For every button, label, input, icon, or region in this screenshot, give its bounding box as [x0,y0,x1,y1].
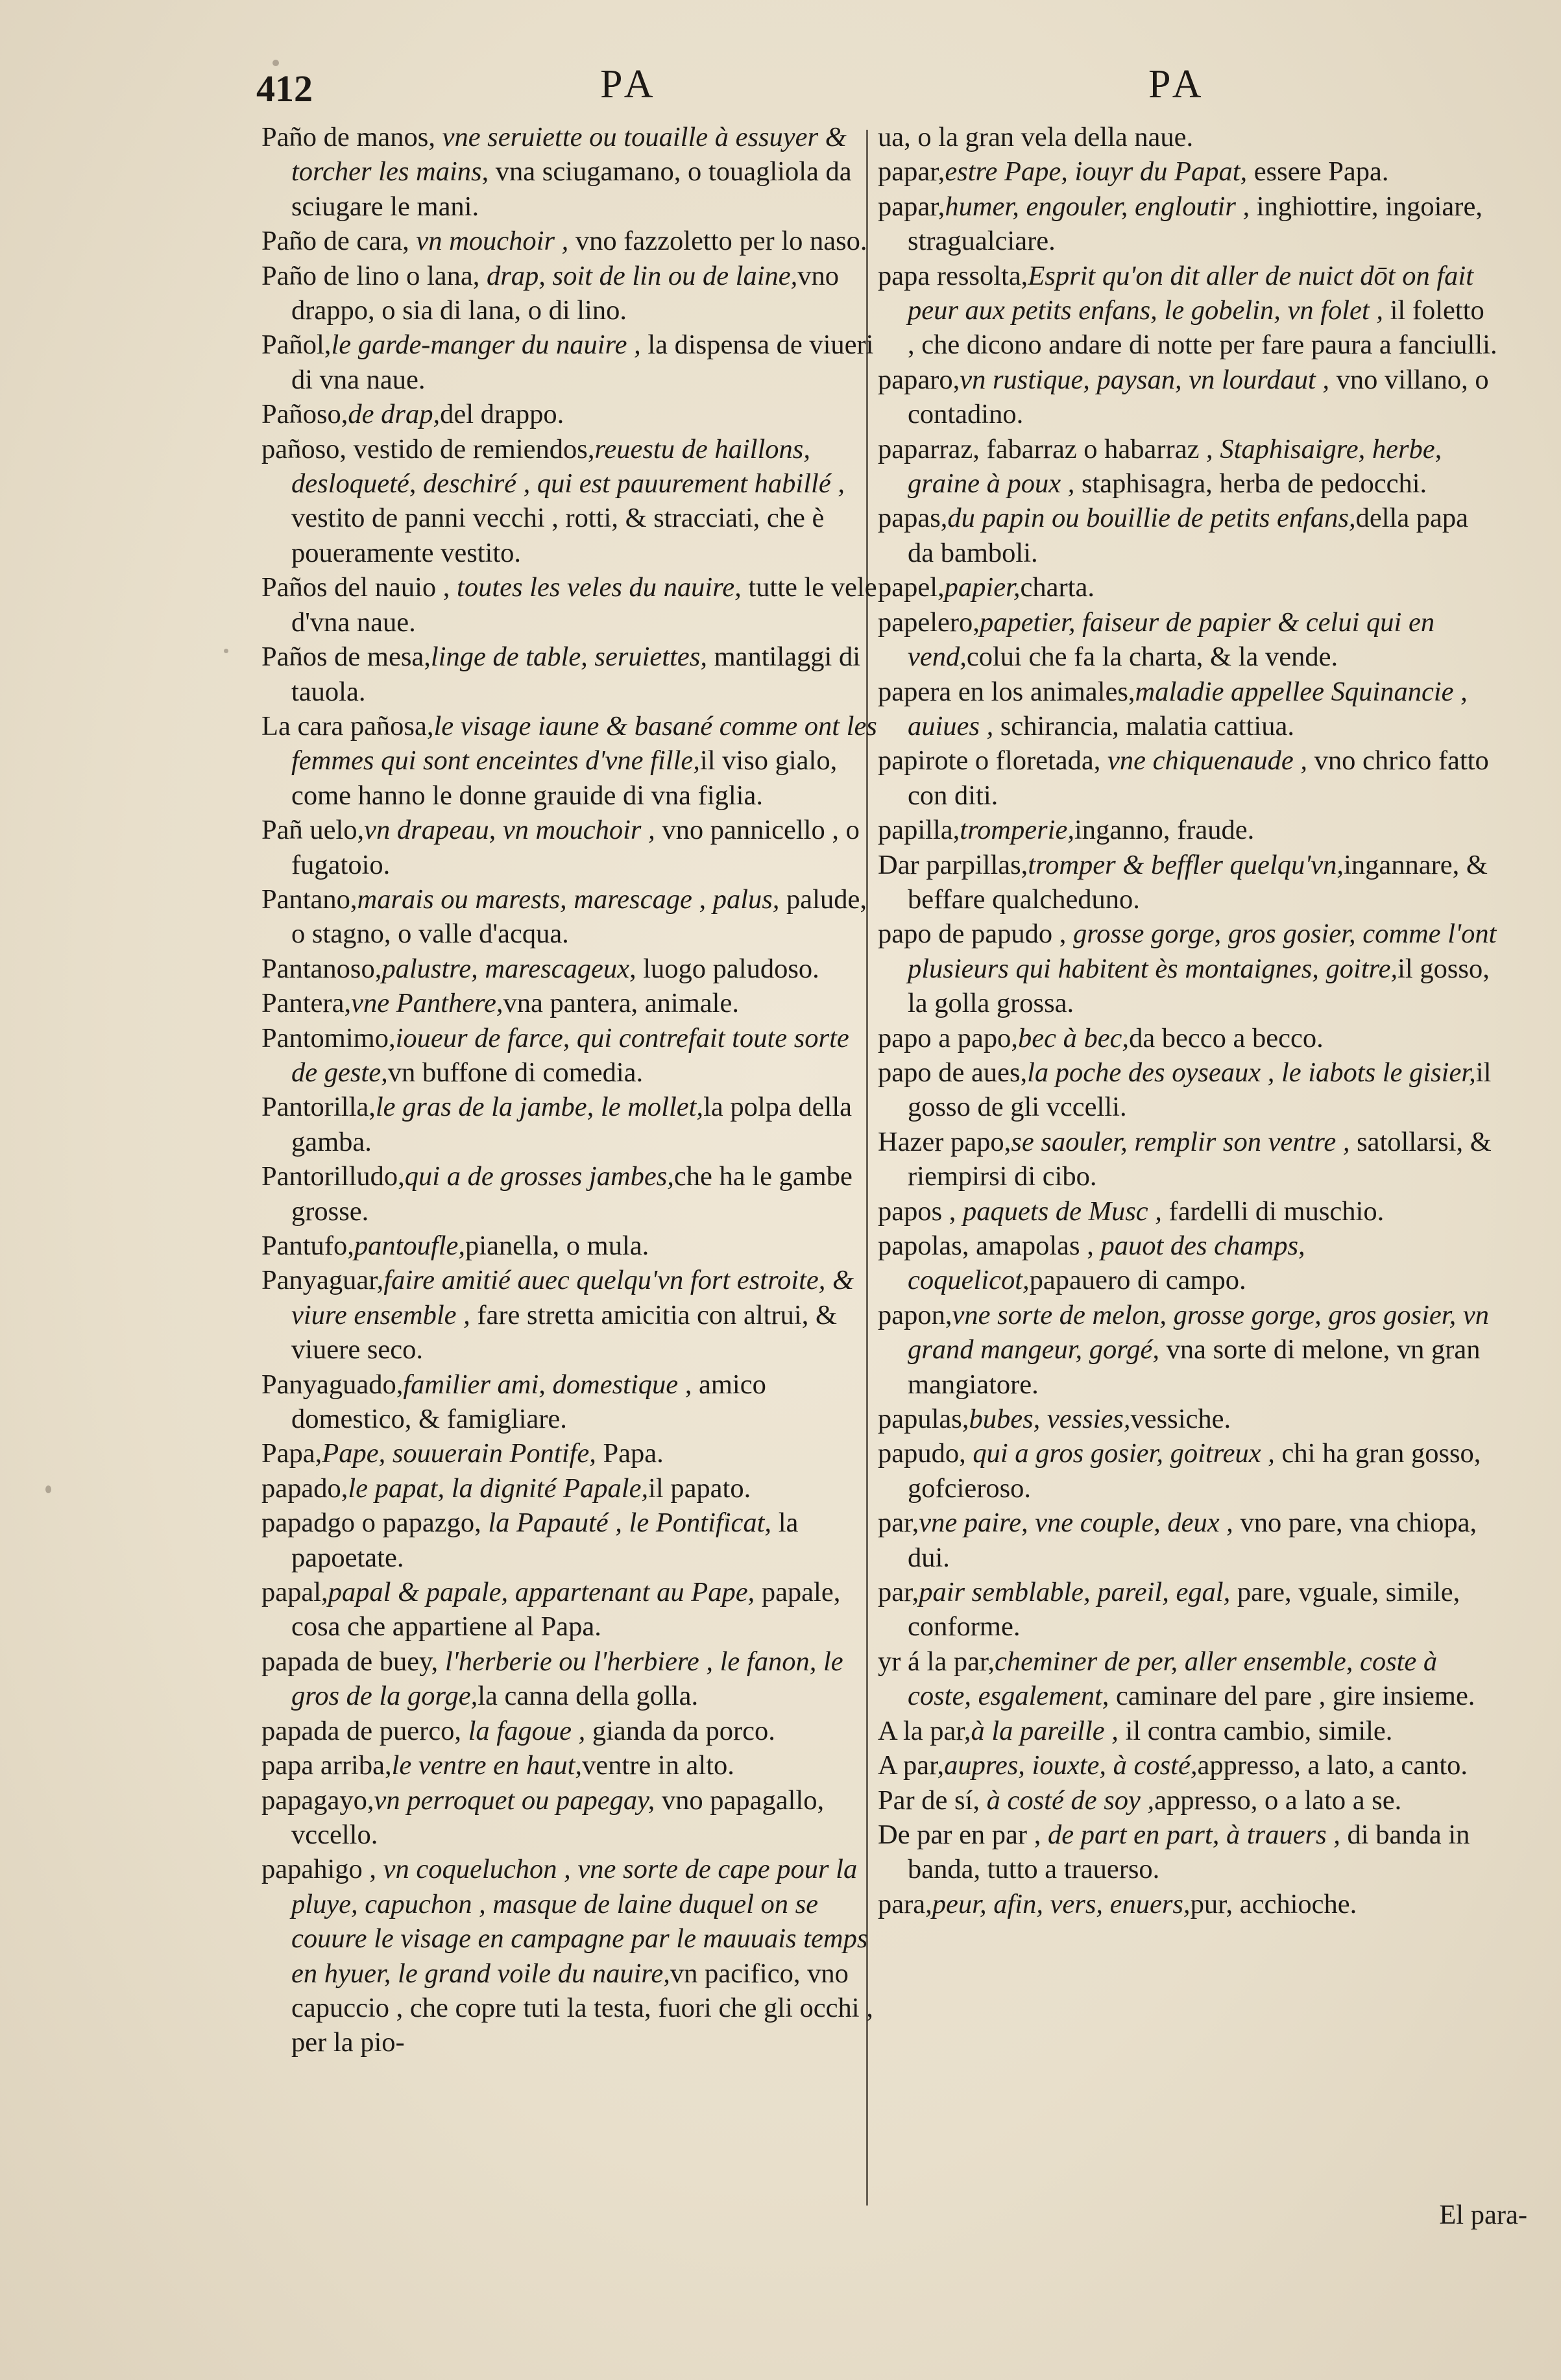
headword: Pantorilludo, [261,1161,405,1192]
italian-gloss: che ha le gambe grosse. [291,1161,853,1227]
headword: papelero, [878,607,980,638]
french-gloss: se saouler, remplir son ventre , [1011,1126,1350,1157]
italian-gloss: colui che fa la charta, & la vende. [966,642,1338,673]
headword: papahigo , [261,1854,377,1885]
italian-gloss: vno villano, o contadino. [908,364,1489,430]
italian-gloss: caminare del pare , gire insieme. [1109,1681,1475,1712]
headword: papadgo o papazgo, [261,1508,481,1539]
dictionary-entry [261,120,878,224]
italian-gloss: staphisagra, herba de pedocchi. [1074,468,1427,499]
french-gloss: Esprit qu'on dit aller de nuict dōt on fait peur aux petits enfans, le gobelin, vn folet , [908,260,1474,326]
french-gloss: du papin ou bouillie de petits enfans, [947,503,1356,534]
dictionary-entry [878,743,1497,813]
french-gloss: de drap, [348,399,441,430]
headword: La cara pañosa, [261,710,434,741]
headword: papel, [878,572,945,603]
ink-spot [224,649,228,653]
italian-gloss: luogo paludoso. [636,953,819,984]
french-gloss: vn rustique, paysan, vn lourdaut , [960,364,1330,395]
headword: Papa, [261,1438,322,1469]
french-gloss: reuestu de haillons, desloqueté, deschiré , qui est pauurement habillé , [291,433,845,499]
italian-gloss: il papato. [648,1472,751,1504]
headword: papulas, [878,1404,969,1435]
italian-gloss: fardelli di muschio. [1161,1196,1385,1227]
french-gloss: bec à bec, [1017,1022,1130,1053]
italian-gloss: vn pacifico, vno capuccio , che copre tuti la testa, fuori che gli occhi , per la pio- [291,1958,873,2058]
headword: Paño de manos, [261,122,435,152]
italian-gloss: da becco a becco. [1129,1022,1324,1053]
italian-gloss: vno pannicello , o fugatoio. [291,815,860,880]
french-gloss: vn coqueluchon , vne sorte de cape pour la pluye, capuchon , masque de laine duquel on se couure le visage en campagne par le mauuais temps en hyuer, le grand voile du nauire, [291,1854,868,1989]
dictionary-entry [878,1402,1497,1436]
headword: Pantanoso, [261,953,382,984]
french-gloss: vn perroquet ou papegay, [374,1785,655,1816]
headword: Hazer papo, [878,1126,1011,1157]
dictionary-entry [878,154,1497,189]
italian-gloss: satollarsi, & riempirsi di cibo. [908,1126,1492,1192]
italian-gloss: vessiche. [1130,1404,1231,1435]
french-gloss: la poche des oyseaux , le iabots le gisier, [1027,1057,1476,1088]
dictionary-entry [878,1021,1497,1055]
french-gloss: vn drapeau, vn mouchoir , [364,815,655,846]
headword: papada de puerco, [261,1715,461,1746]
italian-gloss: pur, acchioche. [1190,1888,1357,1919]
french-gloss: pantoufle, [354,1231,466,1261]
french-gloss: vne Panthere, [351,988,503,1019]
headword: papas, [878,503,948,534]
running-head-left: PA [600,62,659,106]
italian-gloss: il gosso de gli vccelli. [908,1057,1492,1123]
dictionary-entry [878,917,1497,1020]
dictionary-entry [878,501,1497,570]
french-gloss: vne sorte de melon, grosse gorge, gros gosier, vn grand mangeur, gorgé, [908,1299,1489,1365]
french-gloss: à la pareille , [971,1715,1119,1746]
italian-gloss: la papoetate. [291,1508,799,1573]
dictionary-entry [261,224,878,258]
french-gloss: le ventre en haut, [391,1750,583,1781]
italian-gloss: ingannare, & beffare qualcheduno. [908,849,1488,915]
french-gloss: papal & papale, appartenant au Pape, [328,1577,755,1608]
dictionary-entry [878,1887,1497,1921]
french-gloss: toutes les veles du nauire, [450,572,742,603]
french-gloss: humer, engouler, engloutir , [945,191,1250,222]
headword: Par de sí, [878,1785,980,1816]
dictionary-entry [878,1714,1497,1748]
french-gloss: tromper & beffler quelqu'vn, [1028,849,1344,880]
italian-gloss: fare stretta amicitia con altrui, & viuere seco. [291,1299,838,1365]
dictionary-entry [261,1644,878,1714]
running-head-right: PA [1148,62,1207,106]
italian-gloss: la canna della golla. [478,1681,699,1712]
right-column [878,120,1497,1921]
dictionary-entry [261,813,878,882]
headword: par, [878,1508,919,1539]
dictionary-entry [261,1159,878,1229]
french-gloss: la fagoue , [461,1715,586,1746]
dictionary-entry [261,1021,878,1090]
dictionary-entry [878,1644,1497,1714]
headword: papa arriba, [261,1750,392,1781]
headword: papo de papudo , [878,919,1067,950]
headword: papilla, [878,815,960,846]
italian-gloss: ventre in alto. [582,1750,734,1781]
italian-gloss: inghiottire, ingoiare, stragualciare. [908,191,1482,257]
dictionary-entry [878,1575,1497,1644]
headword: papo de aues, [878,1057,1028,1088]
french-gloss: pair semblable, pareil, egal, [919,1577,1231,1608]
italian-gloss: inganno, fraude. [1074,815,1255,846]
headword: papagayo, [261,1785,374,1816]
italian-gloss: papale, cosa che appartiene al Papa. [291,1577,841,1642]
dictionary-entry [261,1714,878,1748]
dictionary-entry [261,570,878,640]
headword: De par en par , [878,1819,1041,1850]
headword: Panyaguar, [261,1265,384,1296]
headword: A la par, [878,1715,971,1746]
french-gloss: le visage iaune & basané comme ont les femmes qui sont enceintes d'vne fille, [291,710,877,776]
headword: par, [878,1577,919,1608]
headword: Pantufo, [261,1231,354,1261]
italian-gloss: ua, o la gran vela della naue. [878,122,1194,152]
dictionary-entry [878,1506,1497,1575]
dictionary-entry [261,1090,878,1159]
dictionary-entry [261,709,878,813]
italian-gloss: vn buffone di comedia. [387,1057,644,1088]
dictionary-entry [878,189,1497,259]
dictionary-entry [878,848,1497,917]
dictionary-entry [261,432,878,571]
french-gloss: de part en part, à trauers , [1041,1819,1340,1850]
dictionary-entry [261,1783,878,1853]
dictionary-entry [878,120,1497,154]
french-gloss: la Papauté , le Pontificat, [481,1508,772,1539]
dictionary-entry [261,397,878,431]
headword: yr á la par, [878,1646,995,1677]
headword: papal, [261,1577,328,1608]
dictionary-entry [878,363,1497,432]
dictionary-entry [261,1436,878,1471]
dictionary-entry [261,1229,878,1263]
italian-gloss: della papa da bamboli. [908,503,1469,568]
french-gloss: palustre, marescageux, [381,953,636,984]
dictionary-entry [261,1852,878,2060]
italian-gloss: del drappo. [440,399,564,430]
french-gloss: papetier, faiseur de papier & celui qui en vend, [908,607,1435,673]
french-gloss: Pape, souuerain Pontife, [322,1438,596,1469]
italian-gloss: il foletto , che dicono andare di notte per fare paura a fanciulli. [908,295,1497,361]
french-gloss: qui a gros gosier, goitreux , [965,1438,1275,1469]
italian-gloss: vno papagallo, vccello. [291,1785,825,1850]
french-gloss: paquets de Musc , [956,1196,1162,1227]
italian-gloss: amico domestico, & famigliare. [291,1369,766,1435]
headword: papos , [878,1196,956,1227]
headword: Pantorilla, [261,1092,376,1123]
headword: papada de buey, [261,1646,439,1677]
italian-gloss: gianda da porco. [585,1715,775,1746]
italian-gloss: la dispensa de viueri di vna naue. [291,330,874,395]
headword: Paño de lino o lana, [261,260,480,291]
headword: papar, [878,191,945,222]
dictionary-entry [261,1471,878,1506]
dictionary-entry [261,952,878,986]
headword: A par, [878,1750,945,1781]
headword: papo a papo, [878,1022,1018,1053]
headword: Pantomimo, [261,1022,396,1053]
italian-gloss: vestito de panni vecchi , rotti, & stracciati, che è poueramente vestito. [291,503,825,568]
french-gloss: bubes, vessies, [969,1404,1131,1435]
dictionary-entry [878,259,1497,363]
dictionary-entry [261,640,878,709]
french-gloss: tromperie, [960,815,1074,846]
headword: pañoso, vestido de remiendos, [261,433,595,464]
italian-gloss: palude, o stagno, o valle d'acqua. [291,883,867,950]
french-gloss: le garde-manger du nauire , [331,330,641,361]
french-gloss: grosse gorge, gros gosier, comme l'ont plusieurs qui habitent ès montaignes, goitre, [908,919,1497,984]
french-gloss: faire amitié auec quelqu'vn fort estroite, & viure ensemble , [291,1265,854,1330]
french-gloss: vn mouchoir , [409,226,569,257]
italian-gloss: vno fazzoletto per lo naso. [568,226,867,257]
italian-gloss: charta. [1020,572,1095,603]
headword: paparo, [878,364,960,395]
headword: papirote o floretada, [878,745,1101,776]
headword: papado, [261,1472,348,1504]
dictionary-entry [261,1263,878,1367]
dictionary-entry [261,882,878,952]
italian-gloss: chi ha gran gosso, gofcieroso. [908,1438,1481,1504]
italian-gloss: papauero di campo. [1029,1265,1246,1296]
dictionary-entry [261,1367,878,1437]
french-gloss: le gras de la jambe, le mollet, [375,1092,704,1123]
dictionary-entry [878,605,1497,675]
italian-gloss: Papa. [596,1438,664,1469]
italian-gloss: il contra cambio, simile. [1118,1715,1393,1746]
dictionary-entry [261,1748,878,1783]
italian-gloss: la polpa della gamba. [291,1092,852,1157]
french-gloss: familier ami, domestique , [403,1369,692,1400]
french-gloss: aupres, iouxte, à costé, [944,1750,1198,1781]
french-gloss: drap, soit de lin ou de laine, [479,260,798,291]
headword: Dar parpillas, [878,849,1028,880]
french-gloss: marais ou marests, marescage , palus, [357,883,780,915]
dictionary-entry [261,1575,878,1644]
italian-gloss: vno pare, vna chiopa, dui. [908,1508,1477,1573]
french-gloss: pauot des champs, coquelicot, [908,1231,1305,1296]
french-gloss: ioueur de farce, qui contrefait toute sorte de geste, [291,1022,849,1088]
headword: Pantera, [261,988,352,1019]
ink-spot [45,1485,51,1493]
headword: papa ressolta, [878,260,1028,291]
page-number: 412 [256,67,313,110]
french-gloss: Staphisaigre, herbe, graine à poux , [908,433,1442,499]
headword: Panyaguado, [261,1369,404,1400]
headword: Paño de cara, [261,226,409,257]
italian-gloss: appresso, a lato, a canto. [1197,1750,1468,1781]
dictionary-entry [878,1783,1497,1818]
italian-gloss: mantilaggi di tauola. [291,642,861,707]
dictionary-entry [261,328,878,397]
dictionary-entry [878,570,1497,605]
italian-gloss: tutte le vele d'vna naue. [291,572,877,638]
french-gloss: estre Pape, iouyr du Papat, [945,156,1248,187]
dictionary-entry [878,813,1497,847]
italian-gloss: il viso gialo, come hanno le donne grauide di vna figlia. [291,745,838,811]
headword: papar, [878,156,945,187]
headword: paparraz, fabarraz o habarraz , [878,433,1213,464]
italian-gloss: vno chrico fatto con diti. [908,745,1489,811]
italian-gloss: essere Papa. [1247,156,1389,187]
french-gloss: cheminer de per, aller ensemble, coste à coste, esgalement, [908,1646,1438,1712]
french-gloss: peur, afin, vers, enuers, [932,1888,1191,1919]
french-gloss: le papat, la dignité Papale, [348,1472,649,1504]
italian-gloss: vna pantera, animale. [503,988,739,1019]
headword: Paños del nauio , [261,572,450,603]
headword: papolas, amapolas , [878,1231,1094,1261]
italian-gloss: il gosso, la golla grossa. [908,953,1490,1019]
dictionary-entry [878,1125,1497,1194]
dictionary-entry [261,1506,878,1575]
italian-gloss: schirancia, malatia cattiua. [993,710,1294,741]
french-gloss: papier, [944,572,1021,603]
french-gloss: linge de table, seruiettes, [430,642,707,673]
headword: papon, [878,1299,952,1330]
french-gloss: qui a de grosses jambes, [404,1161,674,1192]
page-header [256,62,1512,114]
headword: Pañol, [261,330,332,361]
italian-gloss: vna sorte di melone, vn gran mangiatore. [908,1334,1481,1400]
headword: Paños de mesa, [261,642,431,673]
italian-gloss: pianella, o mula. [465,1231,649,1261]
dictionary-entry [878,1194,1497,1229]
french-gloss: à costé de soy , [980,1785,1155,1816]
dictionary-entry [878,1748,1497,1783]
french-gloss: vne chiquenaude , [1100,745,1308,776]
dictionary-entry [261,259,878,328]
french-gloss: l'herberie ou l'herbiere , le fanon, le gros de la gorge, [291,1646,843,1712]
headword: para, [878,1888,932,1919]
dictionary-entry [878,675,1497,744]
french-gloss: maladie appellee Squinancie , auiues , [908,676,1468,741]
headword: papudo, [878,1438,966,1469]
dictionary-entry [261,986,878,1020]
italian-gloss: di banda in banda, tutto a trauerso. [908,1819,1470,1885]
italian-gloss: pare, vguale, simile, conforme. [908,1577,1460,1642]
headword: Pantano, [261,883,357,915]
left-column [261,120,878,2060]
dictionary-entry [878,1298,1497,1402]
french-gloss: vne paire, vne couple, deux , [919,1508,1233,1539]
headword: papera en los animales, [878,676,1135,707]
headword: Pañ uelo, [261,815,365,846]
dictionary-entry [878,1436,1497,1506]
dictionary-entry [878,432,1497,501]
dictionary-entry [878,1055,1497,1125]
dictionary-entry [878,1229,1497,1298]
italian-gloss: appresso, o a lato a se. [1154,1785,1402,1816]
headword: Pañoso, [261,399,348,430]
french-gloss: vne seruiette ou touaille à essuyer & torcher les mains, [291,122,847,187]
italian-gloss: vno drappo, o sia di lana, o di lino. [291,260,840,326]
italian-gloss: vna sciugamano, o touagliola da sciugare le mani. [291,156,852,222]
dictionary-entry [878,1818,1497,1887]
catchword: El para- [1439,2200,1527,2230]
